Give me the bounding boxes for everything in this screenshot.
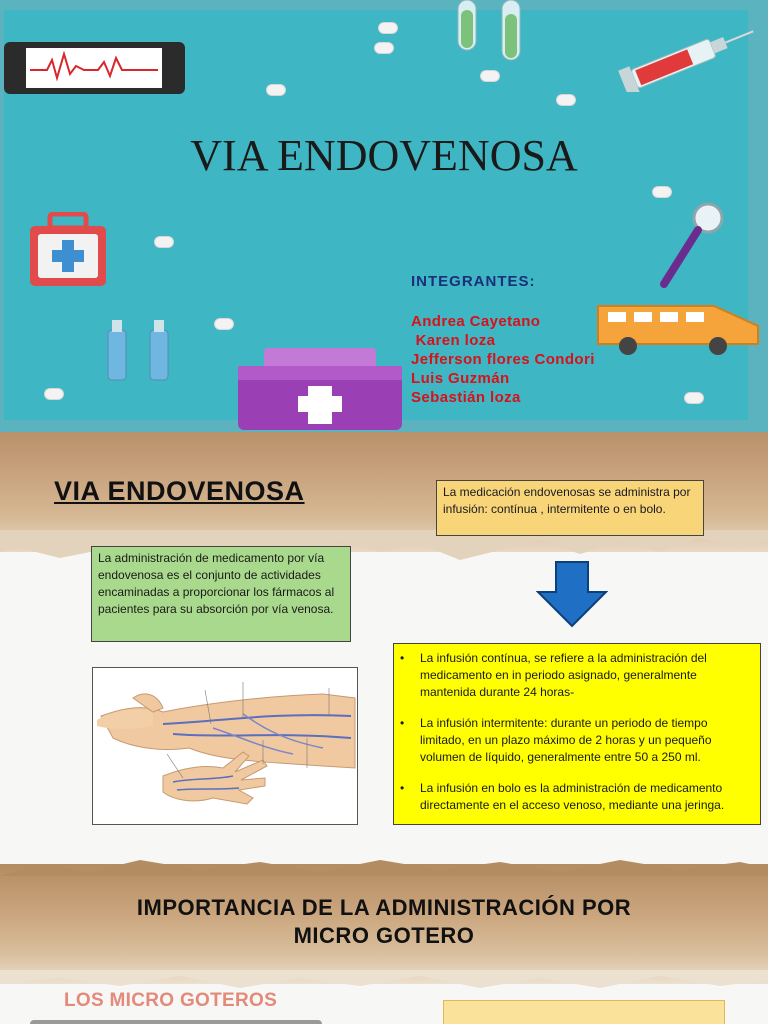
slide-definition <box>0 432 768 842</box>
pill-icon <box>214 318 234 330</box>
slide-micro-gotero <box>0 842 768 1024</box>
section-title <box>0 894 768 950</box>
bullet-intermittent: • La infusión intermitente: durante un periodo de tiempo limitado, en un plazo máximo de 2 horas y un pequeño volumen de líquido, generalmente entre 50 a 250 ml. <box>420 715 750 766</box>
definition-box: La administración de medicamento por vía endovenosa es el conjunto de actividades encaminadas a proporcionar los fármacos al pacientes para su absorción por vía venosa. <box>91 546 351 642</box>
pill-icon <box>684 392 704 404</box>
test-tubes-icon <box>452 0 532 70</box>
pill-icon <box>44 388 64 400</box>
subsection-title: LOS MICRO GOTEROS <box>64 990 278 1011</box>
arm-veins-illustration <box>92 667 358 825</box>
vials-icon <box>100 316 180 382</box>
pill-icon <box>652 186 672 198</box>
arrow-down-icon <box>536 560 608 628</box>
pill-icon <box>154 236 174 248</box>
heart-monitor-icon <box>2 40 187 96</box>
infusion-types-box: La medicación endovenosas se administra por infusión: contínua , intermitente o en bolo. <box>436 480 704 536</box>
section-title: VIA ENDOVENOSA <box>54 476 305 506</box>
members-list <box>411 312 595 407</box>
infusion-details-box <box>393 643 761 825</box>
members-label: INTEGRANTES: <box>411 273 536 290</box>
info-box-partial <box>443 1000 725 1024</box>
member-name: Luis Guzmán <box>411 370 510 387</box>
title-line-1: IMPORTANCIA DE LA ADMINISTRACIÓN POR <box>136 895 632 920</box>
member-name: Karen loza <box>411 332 496 349</box>
pill-icon <box>374 42 394 54</box>
decorative-bar <box>30 1020 322 1024</box>
otoscope-icon <box>650 200 730 290</box>
pill-icon <box>378 22 398 34</box>
bullet-continuous: • La infusión contínua, se refiere a la administración del medicamento en in periodo asignado, generalmente mantenida durante 24 horas- <box>420 650 750 701</box>
title-line-2: MICRO GOTERO <box>293 923 475 948</box>
member-name: Sebastián loza <box>411 389 521 406</box>
torn-paper-edge <box>0 856 768 876</box>
slide-cover <box>0 0 768 432</box>
bullet-bolus: • La infusión en bolo es la administración de medicamento directamente en el acceso venoso, mediante una jeringa. <box>420 780 750 814</box>
torn-paper-edge <box>0 970 768 992</box>
medical-case-icon <box>234 346 406 430</box>
first-aid-kit-icon <box>28 212 108 288</box>
pill-icon <box>266 84 286 96</box>
syringe-icon <box>612 22 762 92</box>
pill-icon <box>480 70 500 82</box>
member-name: Jefferson flores Condori <box>411 351 595 368</box>
ambulance-icon <box>594 296 764 358</box>
pill-icon <box>556 94 576 106</box>
member-name: Andrea Cayetano <box>411 313 541 330</box>
cover-title: VIA ENDOVENOSA <box>190 131 578 180</box>
